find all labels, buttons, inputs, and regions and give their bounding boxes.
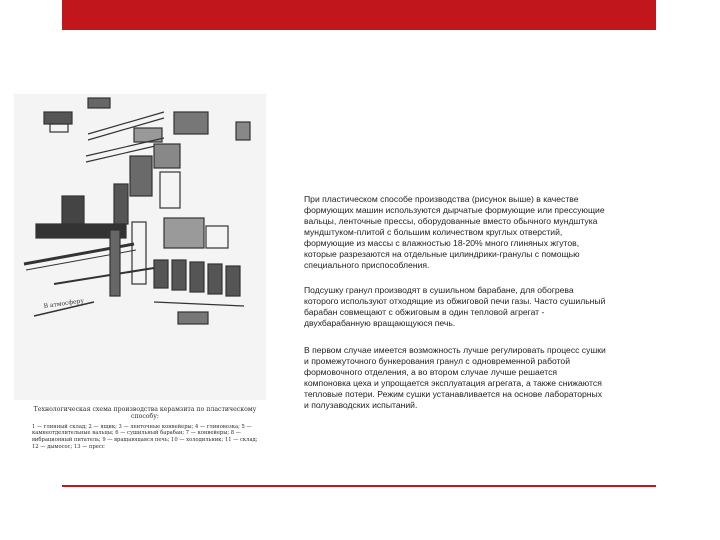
silo-3 <box>190 262 204 292</box>
caption-title: Технологическая схема производства керамзита по пластическому способу: <box>33 406 257 421</box>
silo-4 <box>208 264 222 294</box>
crusher-rollers <box>174 112 208 134</box>
elevator <box>110 230 120 296</box>
process-diagram <box>14 94 266 400</box>
dump-truck <box>178 312 208 324</box>
dryer-drum <box>130 156 152 196</box>
paragraph-2: Подсушку гранул производят в сушильном барабане, для обогрева которого используют отходящие из обжиговой печи газы. Часто сушильный барабан совмещают с обжиговым в один тепловой агрегат - двухбарабанную вращающуюся печь. <box>304 285 606 328</box>
silo-2 <box>172 260 186 290</box>
truck <box>88 98 110 108</box>
bottom-divider <box>62 485 656 487</box>
silo-1 <box>154 260 168 288</box>
paragraph-3: В первом случае имеется возможность лучше регулировать процесс сушки и промежуточного бункерования гранул с одновременной работой формовочного отделения, а во втором случае лучше решается компоновка цеха и упрощается эксплуатация агрегата, а также снижаются тепловые потери. Режим сушки устанавливается на основе лабораторных и полузаводских испытаний. <box>304 345 606 410</box>
process-diagram-figure <box>14 94 266 450</box>
figure-caption <box>32 406 258 450</box>
title-banner <box>62 0 656 30</box>
paragraph-1: При пластическом способе производства (рисунок выше) в качестве формующих машин используются дырчатые формующие или прессующие вальцы, ленточные прессы, оборудованные вместо обычного мундштука мундштуком-плитой с большим количеством круглых отверстий, формующие из массы с влажностью 18-20% много глиняных жгутов, которые разрезаются на отдельные цилиндрики-гранулы с помощью специального приспособления. <box>304 194 605 270</box>
hopper-machine <box>44 112 72 124</box>
stamp-label: В атмосферу <box>43 297 85 310</box>
feeder <box>50 124 68 132</box>
body-text <box>304 194 606 420</box>
silo-5 <box>226 266 240 296</box>
press <box>62 196 84 224</box>
caption-legend: 1 — глинный склад; 2 — ящик; 3 — ленточные конвейеры; 4 — глиновозка; 5 — камнеотделительные вальцы; 6 — сушильный барабан; 7 — конвейеры; 8 — вибрационный питатель; 9 — вращающаяся печь; 10 — холодильник; 11 — склад; 12 — дымосос; 13 — пресс <box>32 423 258 450</box>
